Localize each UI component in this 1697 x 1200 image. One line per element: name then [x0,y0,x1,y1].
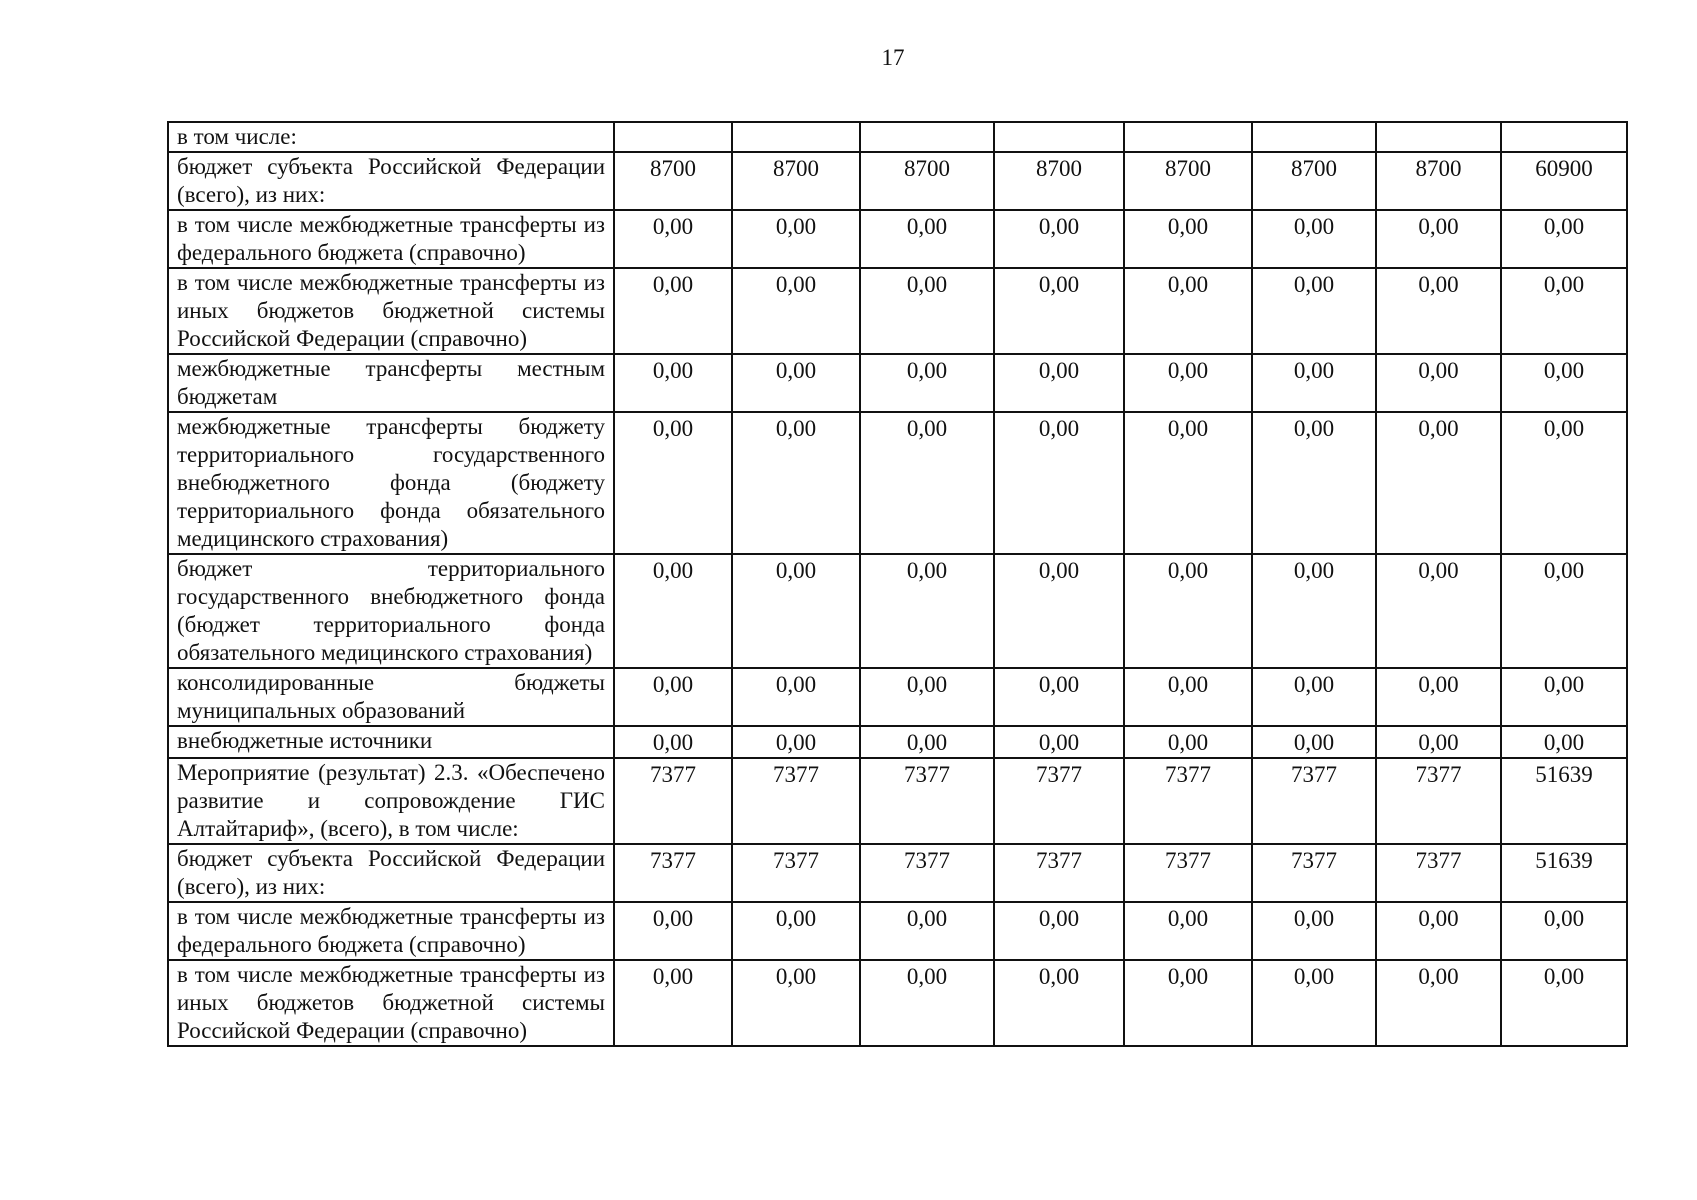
table-row [168,122,1627,152]
year-value-cell: 0,00 [1252,554,1376,668]
year-value-cell: 0,00 [994,960,1124,1046]
table-row [168,210,1627,268]
year-value-cell: 0,00 [614,554,732,668]
total-cell: 0,00 [1501,554,1627,668]
year-value-cell: 8700 [614,152,732,210]
year-value-cell [1124,122,1252,152]
year-value-cell: 0,00 [1376,210,1501,268]
year-value-cell: 0,00 [732,354,860,412]
year-value-cell: 0,00 [1124,902,1252,960]
year-value-cell: 0,00 [994,354,1124,412]
year-value-cell [1252,122,1376,152]
year-value-cell: 0,00 [994,412,1124,554]
year-value-cell [860,122,994,152]
budget-table [167,121,1628,1047]
year-value-cell: 0,00 [614,726,732,758]
table-row [168,268,1627,354]
page-number: 17 [881,45,905,70]
year-value-cell: 7377 [1252,758,1376,844]
row-label: в том числе межбюджетные трансферты из иных бюджетов бюджетной системы Российской Федерации (справочно) [168,960,614,1046]
year-value-cell: 0,00 [994,554,1124,668]
total-cell: 0,00 [1501,412,1627,554]
year-value-cell: 0,00 [732,412,860,554]
year-value-cell: 0,00 [994,726,1124,758]
row-label: бюджет субъекта Российской Федерации (всего), из них: [168,152,614,210]
year-value-cell: 7377 [1252,844,1376,902]
year-value-cell: 0,00 [1252,668,1376,726]
row-label: межбюджетные трансферты местным бюджетам [168,354,614,412]
total-cell: 0,00 [1501,210,1627,268]
year-value-cell: 0,00 [614,960,732,1046]
year-value-cell: 7377 [1124,844,1252,902]
year-value-cell [1376,122,1501,152]
total-cell: 51639 [1501,758,1627,844]
year-value-cell: 0,00 [732,210,860,268]
total-cell: 0,00 [1501,268,1627,354]
year-value-cell: 0,00 [614,412,732,554]
year-value-cell: 7377 [614,844,732,902]
table-row [168,554,1627,668]
year-value-cell: 0,00 [1124,960,1252,1046]
year-value-cell: 0,00 [1124,554,1252,668]
table-row [168,668,1627,726]
year-value-cell: 8700 [1252,152,1376,210]
year-value-cell: 7377 [994,758,1124,844]
year-value-cell: 8700 [994,152,1124,210]
year-value-cell: 8700 [860,152,994,210]
year-value-cell: 0,00 [1124,354,1252,412]
table-row [168,152,1627,210]
year-value-cell: 7377 [860,844,994,902]
year-value-cell: 0,00 [614,902,732,960]
year-value-cell: 7377 [860,758,994,844]
year-value-cell: 0,00 [1252,354,1376,412]
year-value-cell: 0,00 [1252,960,1376,1046]
row-label: Мероприятие (результат) 2.3. «Обеспечено развитие и сопровождение ГИС Алтайтариф», (всего), в том числе: [168,758,614,844]
year-value-cell: 0,00 [1252,210,1376,268]
table-row [168,902,1627,960]
total-cell [1501,122,1627,152]
row-label: в том числе межбюджетные трансферты из федерального бюджета (справочно) [168,210,614,268]
year-value-cell: 0,00 [1124,268,1252,354]
year-value-cell: 0,00 [732,726,860,758]
year-value-cell: 0,00 [1376,960,1501,1046]
year-value-cell: 0,00 [732,960,860,1046]
year-value-cell: 0,00 [1376,668,1501,726]
year-value-cell: 0,00 [860,210,994,268]
table-row [168,412,1627,554]
year-value-cell: 0,00 [614,668,732,726]
year-value-cell: 0,00 [732,902,860,960]
year-value-cell: 0,00 [994,268,1124,354]
row-label: бюджет субъекта Российской Федерации (всего), из них: [168,844,614,902]
year-value-cell: 7377 [1124,758,1252,844]
table-body [168,122,1627,1046]
year-value-cell: 0,00 [1124,726,1252,758]
year-value-cell: 0,00 [732,268,860,354]
row-label: консолидированные бюджеты муниципальных образований [168,668,614,726]
year-value-cell: 0,00 [860,554,994,668]
year-value-cell: 0,00 [1376,412,1501,554]
year-value-cell: 0,00 [994,902,1124,960]
table-row [168,726,1627,758]
total-cell: 60900 [1501,152,1627,210]
year-value-cell: 0,00 [860,412,994,554]
table-row [168,844,1627,902]
year-value-cell: 8700 [1376,152,1501,210]
year-value-cell: 0,00 [732,668,860,726]
year-value-cell: 0,00 [1376,726,1501,758]
year-value-cell: 0,00 [614,268,732,354]
table-row [168,960,1627,1046]
year-value-cell: 8700 [732,152,860,210]
total-cell: 0,00 [1501,960,1627,1046]
year-value-cell: 0,00 [860,354,994,412]
row-label: бюджет территориального государственного внебюджетного фонда (бюджет территориального фонда обязательного медицинского страхования) [168,554,614,668]
year-value-cell: 7377 [994,844,1124,902]
year-value-cell: 0,00 [994,668,1124,726]
year-value-cell: 0,00 [1376,268,1501,354]
row-label: в том числе межбюджетные трансферты из федерального бюджета (справочно) [168,902,614,960]
row-label: в том числе: [168,122,614,152]
year-value-cell: 7377 [732,758,860,844]
year-value-cell: 8700 [1124,152,1252,210]
year-value-cell: 0,00 [1252,412,1376,554]
year-value-cell: 0,00 [860,902,994,960]
year-value-cell: 0,00 [732,554,860,668]
year-value-cell: 0,00 [1252,902,1376,960]
year-value-cell: 0,00 [1252,726,1376,758]
row-label: в том числе межбюджетные трансферты из иных бюджетов бюджетной системы Российской Федерации (справочно) [168,268,614,354]
year-value-cell: 7377 [614,758,732,844]
total-cell: 51639 [1501,844,1627,902]
year-value-cell: 0,00 [994,210,1124,268]
year-value-cell: 0,00 [1252,268,1376,354]
year-value-cell: 0,00 [1376,554,1501,668]
year-value-cell: 0,00 [614,210,732,268]
year-value-cell: 0,00 [860,668,994,726]
year-value-cell: 0,00 [860,960,994,1046]
total-cell: 0,00 [1501,354,1627,412]
year-value-cell: 0,00 [1124,668,1252,726]
year-value-cell: 7377 [732,844,860,902]
year-value-cell [732,122,860,152]
year-value-cell [994,122,1124,152]
row-label: межбюджетные трансферты бюджету территориального государственного внебюджетного фонда (бюджету территориального фонда обязательного медицинского страхования) [168,412,614,554]
year-value-cell: 0,00 [1124,210,1252,268]
year-value-cell: 0,00 [860,268,994,354]
year-value-cell: 7377 [1376,844,1501,902]
table-row [168,758,1627,844]
year-value-cell: 0,00 [614,354,732,412]
year-value-cell: 0,00 [860,726,994,758]
total-cell: 0,00 [1501,902,1627,960]
row-label: внебюджетные источники [168,726,614,758]
year-value-cell: 0,00 [1376,902,1501,960]
year-value-cell [614,122,732,152]
total-cell: 0,00 [1501,668,1627,726]
year-value-cell: 0,00 [1124,412,1252,554]
year-value-cell: 7377 [1376,758,1501,844]
year-value-cell: 0,00 [1376,354,1501,412]
table-row [168,354,1627,412]
total-cell: 0,00 [1501,726,1627,758]
